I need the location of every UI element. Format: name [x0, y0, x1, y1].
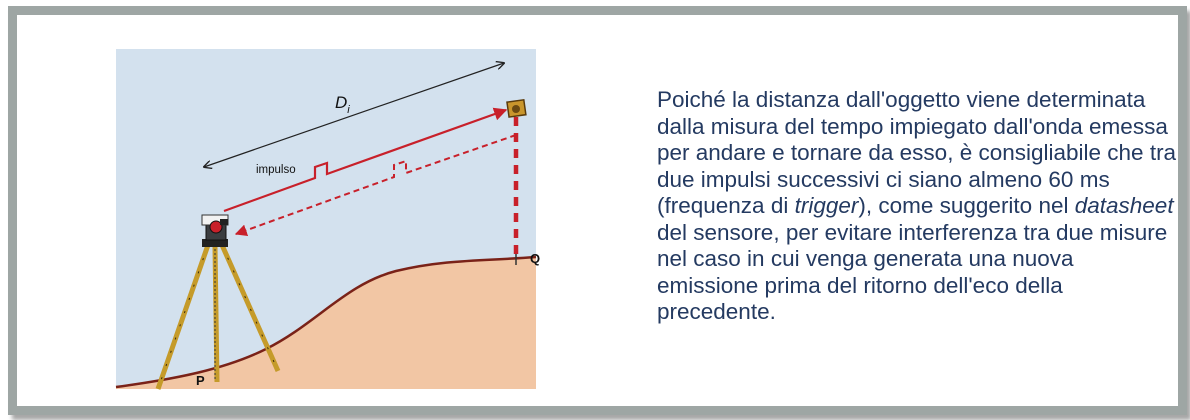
text-datasheet: datasheet [1074, 193, 1174, 218]
distance-label: $D_i$ [335, 93, 350, 116]
total-station-diagram [116, 49, 541, 389]
frame [8, 6, 1187, 415]
diagram-svg [116, 49, 541, 389]
text-segment: Poiché la distanza dall'oggetto viene determinata dalla misura del tempo impiegato dall'onda emessa per andare e tornare da esso, è consigliabile che tra due impulsi successivi ci siano almeno 60 ms (frequenza di [657, 87, 1177, 218]
text-trigger: trigger [794, 193, 859, 218]
description-text [657, 87, 1177, 326]
point-q-label: Q [530, 251, 541, 266]
description-paragraph [657, 87, 1177, 326]
point-p-label: P [196, 373, 205, 388]
text-segment: ), come suggerito nel [858, 193, 1075, 218]
prism-reflector [507, 100, 526, 117]
pulse-label: impulso [256, 164, 296, 176]
total-station [202, 215, 228, 240]
text-segment: del sensore, per evitare interferenza tra due misure nel caso in cui venga generata una nuova emissione prima del ritorno dell'eco della precedente. [657, 219, 1168, 324]
